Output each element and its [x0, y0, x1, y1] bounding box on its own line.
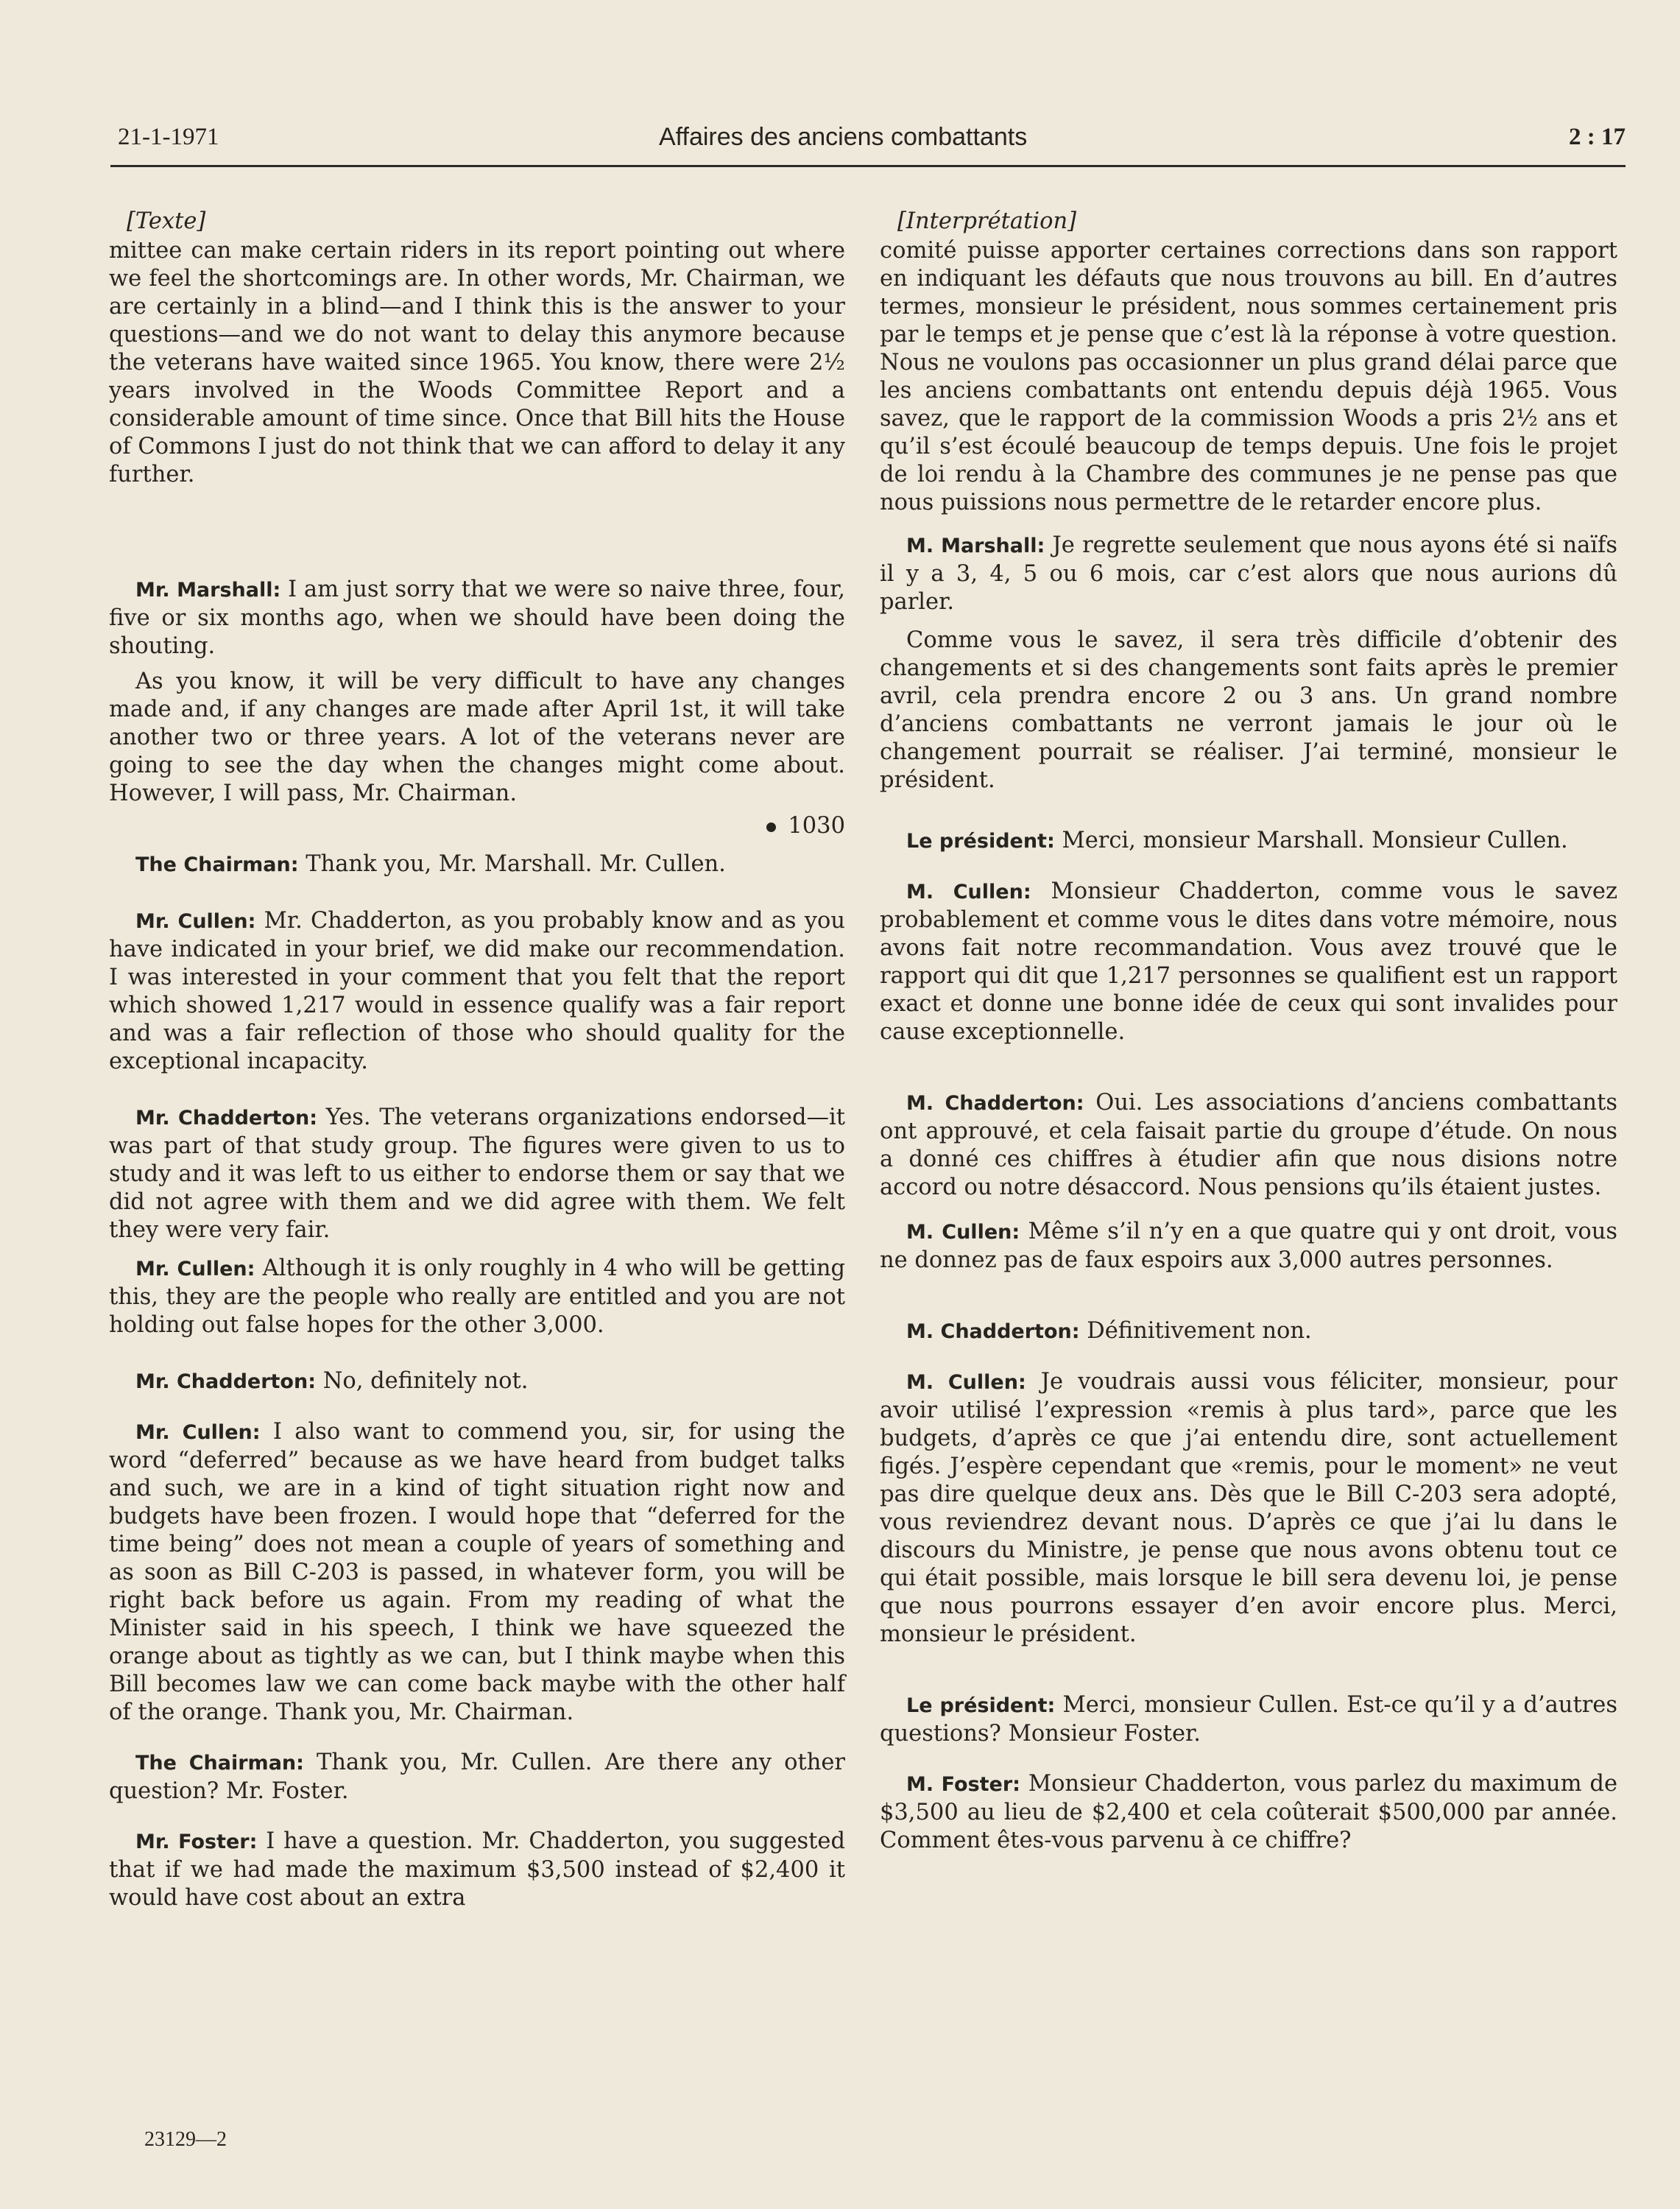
left-paragraph-8 [109, 1367, 845, 1396]
left-paragraph-6 [109, 1104, 845, 1244]
speaker-name: The Chairman: [135, 853, 299, 876]
paragraph-text: Oui. Les associations d’anciens combattants ont approuvé, et cela faisait partie du groupe d’étude. On nous a donné ces chiffres à étudier afin que nous disions notre accord ou notre désaccord. Nous pensions qu’ils étaient justes. [880, 1090, 1617, 1200]
header-page-number: 2 : 17 [1569, 124, 1626, 150]
speaker-name: Mr. Foster: [135, 1831, 258, 1853]
paragraph-text: Merci, monsieur Marshall. Monsieur Cullen. [1062, 828, 1568, 853]
paragraph-text: Je voudrais aussi vous féliciter, monsieur, pour avoir utilisé l’expression «remis à plus tard», parce que les budgets, d’après ce que j’ai entendu dire, sont actuellement figés. J’espère cependant que «remis, pour le moment» ne veut pas dire quelque deux ans. Dès que le Bill C-203 sera adopté, vous reviendrez devant nous. D’après ce que j’ai lu dans le discours du Ministre, je pense que nous avons obtenu tout ce qui était possible, mais lorsque le bill sera devenu loi, je pense que nous pourrons essayer d’en avoir encore plus. Merci, monsieur le président. [880, 1369, 1617, 1647]
left-paragraph-4 [109, 850, 845, 879]
paragraph-text: Monsieur Chadderton, vous parlez du maximum de $3,500 au lieu de $2,400 et cela coûterait $500,000 par année. Comment êtes-vous parvenu à ce chiffre? [880, 1771, 1617, 1853]
time-marker-value: 1030 [788, 813, 845, 839]
paragraph-text: Yes. The veterans organizations endorsed—it was part of that study group. The figures were given to us to study and it was left to us either to endorse them or say that we did not agree with them and we did agree with them. We felt they were very fair. [109, 1104, 845, 1243]
left-paragraph-9 [109, 1418, 845, 1727]
paragraph-text: Thank you, Mr. Marshall. Mr. Cullen. [306, 851, 726, 877]
paragraph-text: Définitivement non. [1087, 1318, 1312, 1344]
left-paragraph-11 [109, 1828, 845, 1912]
paragraph-text: No, definitely not. [322, 1368, 529, 1394]
right-paragraph-5 [880, 878, 1617, 1046]
left-section-label: [Texte] [127, 208, 206, 234]
left-column [109, 208, 845, 1912]
paragraph-text: comité puisse apporter certaines corrections dans son rapport en indiquant les défauts que nous trouvons au bill. En d’autres termes, monsieur le président, nous sommes certainement pris par le temps et je pense que c’est là la réponse à votre question. Nous ne voulons pas occasionner un plus grand délai parce que les anciens combattants ont entendu depuis déjà 1965. Vous savez, que le rapport de la commission Woods a pris 2½ ans et qu’il s’est écoulé beaucoup de temps depuis. Une fois le projet de loi rendu à la Chambre des communes je ne pense pas que nous puissions nous permettre de le retarder encore plus. [880, 238, 1617, 515]
right-section-label: [Interprétation] [897, 208, 1076, 234]
paragraph-text: I also want to commend you, sir, for using the word “deferred” because as we have heard from budget talks and such, we are in a kind of tight situation right now and budgets have been frozen. I would hope that “deferred for the time being” does not mean a couple of years of something and as soon as Bill C-203 is passed, in whatever form, you will be right back before us again. From my reading of what the Minister said in his speech, I think we have squeezed the orange about as tightly as we can, but I think maybe when this Bill becomes law we can come back maybe with the other half of the orange. Thank you, Mr. Chairman. [109, 1419, 846, 1725]
header-date: 21-1-1971 [118, 124, 219, 150]
right-paragraph-1 [880, 237, 1617, 517]
speaker-name: M. Chadderton: [906, 1092, 1084, 1115]
paragraph-text: Même s’il n’y en a que quatre qui y ont droit, vous ne donnez pas de faux espoirs aux 3,000 autres personnes. [880, 1219, 1617, 1273]
right-paragraph-10 [880, 1691, 1617, 1748]
speaker-name: Mr. Marshall: [135, 579, 281, 602]
right-paragraph-8 [880, 1317, 1617, 1346]
paragraph-text: Although it is only roughly in 4 who will be getting this, they are the people who really are entitled and you are not holding out false hopes for the other 3,000. [109, 1255, 845, 1338]
right-column [880, 208, 1617, 1855]
right-paragraph-2 [880, 532, 1617, 616]
right-paragraph-11 [880, 1770, 1617, 1855]
speaker-name: M. Marshall: [906, 535, 1045, 557]
right-paragraph-6 [880, 1089, 1617, 1202]
header-rule [110, 165, 1626, 167]
left-paragraph-2 [109, 576, 845, 660]
speaker-name: M. Foster: [906, 1773, 1020, 1796]
right-paragraph-7 [880, 1218, 1617, 1275]
left-paragraph-10 [109, 1749, 845, 1805]
footer-code: 23129—2 [144, 2128, 227, 2151]
speaker-name: M. Cullen: [906, 1371, 1026, 1394]
right-paragraph-9 [880, 1368, 1617, 1649]
time-marker [109, 812, 845, 840]
paragraph-text: Monsieur Chadderton, comme vous le savez probablement et comme vous le dites dans votre mémoire, nous avons fait notre recommandation. Vous avez trouvé que le rapport qui dit que 1,217 personnes se qualifient est un rapport exact et donne une bonne idée de ceux qui sont invalides pour cause exceptionnelle. [880, 878, 1618, 1045]
paragraph-text: mittee can make certain riders in its report pointing out where we feel the shortcomings are. In other words, Mr. Chairman, we are certainly in a blind—and I think this is the answer to your questions—and we do not want to delay this anymore because the veterans have waited since 1965. You know, there were 2½ years involved in the Woods Committee Report and a considerable amount of time since. Once that Bill hits the House of Commons I just do not think that we can afford to delay it any further. [109, 238, 845, 487]
paragraph-text: Merci, monsieur Cullen. Est-ce qu’il y a d’autres questions? Monsieur Foster. [880, 1692, 1617, 1747]
paragraph-text: I have a question. Mr. Chadderton, you suggested that if we had made the maximum $3,500 instead of $2,400 it would have cost about an extra [109, 1828, 845, 1911]
speaker-name: Mr. Cullen: [135, 910, 256, 933]
speaker-name: M. Cullen: [906, 1221, 1020, 1244]
paragraph-text: I am just sorry that we were so naive three, four, five or six months ago, when we should have been doing the shouting. [109, 577, 846, 659]
speaker-name: Le président: [906, 1694, 1056, 1717]
left-paragraph-3 [109, 668, 845, 808]
paragraph-text: Je regrette seulement que nous ayons été si naïfs il y a 3, 4, 5 ou 6 mois, car c’est alors que nous aurions dû parler. [880, 532, 1617, 615]
paragraph-text: Thank you, Mr. Cullen. Are there any other question? Mr. Foster. [109, 1750, 845, 1804]
header-title: Affaires des anciens combattants [659, 123, 1028, 151]
speaker-name: Mr. Cullen: [135, 1258, 255, 1280]
speaker-name: M. Cullen: [906, 881, 1031, 903]
right-paragraph-4 [880, 827, 1617, 856]
speaker-name: Mr. Chadderton: [135, 1370, 317, 1393]
speaker-name: Le président: [906, 830, 1055, 853]
speaker-name: Mr. Cullen: [135, 1421, 261, 1444]
speaker-name: The Chairman: [135, 1752, 304, 1775]
bullet-icon [766, 822, 776, 832]
paragraph-text: Comme vous le savez, il sera très difficile d’obtenir des changements et si des changements sont faits après le premier avril, cela prendra encore 2 ou 3 ans. Un grand nombre d’anciens combattants ne verront jamais le jour où le changement pourrait se réaliser. J’ai terminé, monsieur le président. [880, 627, 1617, 793]
left-paragraph-1 [109, 237, 845, 489]
speaker-name: Mr. Chadderton: [135, 1107, 318, 1130]
left-paragraph-7 [109, 1255, 845, 1339]
speaker-name: M. Chadderton: [906, 1320, 1080, 1343]
left-paragraph-5 [109, 907, 845, 1076]
right-paragraph-3 [880, 627, 1617, 795]
paragraph-text: As you know, it will be very difficult to have any changes made and, if any changes are made after April 1st, it will take another two or three years. A lot of the veterans never are going to see the day when the changes might come about. However, I will pass, Mr. Chairman. [109, 669, 845, 806]
paragraph-text: Mr. Chadderton, as you probably know and as you have indicated in your brief, we did make our recommendation. I was interested in your comment that you felt that the report which showed 1,217 would in essence qualify was a fair report and was a fair reflection of those who should quality for the exceptional incapacity. [109, 908, 845, 1074]
